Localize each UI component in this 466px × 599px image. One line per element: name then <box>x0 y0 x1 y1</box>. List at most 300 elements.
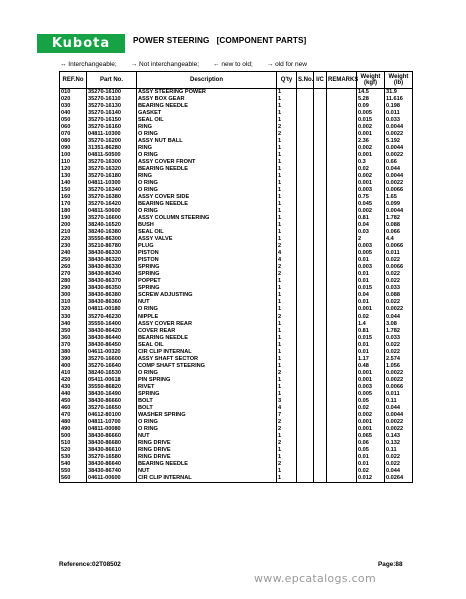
cell-description: O RING <box>137 180 277 187</box>
table-row <box>60 138 413 145</box>
cell-description: BEARING NEEDLE <box>137 166 277 173</box>
cell-part-no: 38240-16520 <box>87 222 137 229</box>
cell-serial-no <box>297 426 314 433</box>
cell-weight-kgf: 0.005 <box>357 391 385 398</box>
cell-ic <box>314 152 327 159</box>
cell-weight-lb: 0.011 <box>385 250 413 257</box>
cell-part-no: 38240-16530 <box>87 370 137 377</box>
cell-description: SPRING <box>137 271 277 278</box>
cell-part-no: 38430-86440 <box>87 335 137 342</box>
cell-weight-lb: 0.0044 <box>385 208 413 215</box>
table-row <box>60 306 413 313</box>
cell-description: BEARING NEEDLE <box>137 201 277 208</box>
cell-description: SCREW ADJUSTING <box>137 292 277 299</box>
cell-description: BEARING NEEDLE <box>137 335 277 342</box>
cell-part-no: 04811-50600 <box>87 208 137 215</box>
cell-part-no: 04811-00080 <box>87 426 137 433</box>
table-row <box>60 145 413 152</box>
cell-weight-kgf: 0.75 <box>357 194 385 201</box>
cell-part-no: 38430-86370 <box>87 278 137 285</box>
cell-ic <box>314 384 327 391</box>
page-title: POWER STEERING [COMPONENT PARTS] <box>133 36 307 45</box>
table-row <box>60 229 413 236</box>
table-row <box>60 222 413 229</box>
cell-remarks <box>327 342 357 349</box>
cell-serial-no <box>297 110 314 117</box>
table-row <box>60 271 413 278</box>
cell-remarks <box>327 475 357 483</box>
cell-remarks <box>327 370 357 377</box>
cell-weight-lb: 0.0044 <box>385 145 413 152</box>
cell-description: PIN SPRING <box>137 377 277 384</box>
cell-description: GASKET <box>137 110 277 117</box>
table-row <box>60 468 413 475</box>
cell-ref-no: 230 <box>60 243 87 250</box>
table-row <box>60 426 413 433</box>
cell-description: PLUG <box>137 243 277 250</box>
cell-qty: 2 <box>277 271 297 278</box>
cell-qty: 1 <box>277 110 297 117</box>
cell-part-no: 38430-86380 <box>87 292 137 299</box>
cell-ref-no: 180 <box>60 208 87 215</box>
cell-ic <box>314 426 327 433</box>
cell-weight-kgf: 0.012 <box>357 475 385 483</box>
cell-part-no: 35270-16340 <box>87 187 137 194</box>
cell-ic <box>314 412 327 419</box>
cell-ic <box>314 377 327 384</box>
table-row <box>60 201 413 208</box>
table-row <box>60 124 413 131</box>
cell-qty: 4 <box>277 405 297 412</box>
cell-weight-kgf: 0.002 <box>357 412 385 419</box>
table-row <box>60 342 413 349</box>
cell-ref-no: 390 <box>60 356 87 363</box>
cell-description: RIVET <box>137 384 277 391</box>
table-row <box>60 292 413 299</box>
cell-description: SEAL OIL <box>137 342 277 349</box>
cell-ref-no: 110 <box>60 159 87 166</box>
cell-serial-no <box>297 475 314 483</box>
cell-qty: 1 <box>277 433 297 440</box>
cell-remarks <box>327 335 357 342</box>
cell-ref-no: 090 <box>60 145 87 152</box>
cell-weight-lb: 0.022 <box>385 271 413 278</box>
cell-ref-no: 510 <box>60 440 87 447</box>
cell-serial-no <box>297 250 314 257</box>
cell-ref-no: 500 <box>60 433 87 440</box>
cell-weight-kgf: 0.003 <box>357 384 385 391</box>
cell-weight-kgf: 1.17 <box>357 356 385 363</box>
cell-weight-kgf: 0.02 <box>357 166 385 173</box>
cell-description: O RING <box>137 426 277 433</box>
cell-qty: 2 <box>277 314 297 321</box>
cell-weight-kgf: 2 <box>357 236 385 243</box>
cell-part-no: 35270-16600 <box>87 215 137 222</box>
cell-weight-kgf: 0.02 <box>357 468 385 475</box>
cell-qty: 1 <box>277 180 297 187</box>
cell-serial-no <box>297 236 314 243</box>
cell-ic <box>314 405 327 412</box>
cell-description: RING DRIVE <box>137 440 277 447</box>
cell-description: NUT <box>137 433 277 440</box>
cell-weight-lb: 0.0044 <box>385 173 413 180</box>
cell-weight-lb: 0.022 <box>385 454 413 461</box>
cell-qty: 2 <box>277 124 297 131</box>
cell-description: ASSY STEERING POWER <box>137 89 277 97</box>
cell-description: O RING <box>137 187 277 194</box>
cell-weight-lb: 31.9 <box>385 89 413 97</box>
cell-ic <box>314 222 327 229</box>
table-row <box>60 299 413 306</box>
cell-weight-kgf: 0.01 <box>357 271 385 278</box>
cell-remarks <box>327 96 357 103</box>
cell-description: O RING <box>137 370 277 377</box>
cell-serial-no <box>297 384 314 391</box>
table-row <box>60 89 413 97</box>
cell-description: BOLT <box>137 405 277 412</box>
cell-qty: 1 <box>277 292 297 299</box>
cell-ic <box>314 250 327 257</box>
cell-ic <box>314 299 327 306</box>
cell-weight-lb: 0.143 <box>385 433 413 440</box>
cell-ref-no: 470 <box>60 412 87 419</box>
cell-weight-kgf: 0.065 <box>357 433 385 440</box>
cell-description: ASSY COVER SIDE <box>137 194 277 201</box>
cell-remarks <box>327 236 357 243</box>
cell-remarks <box>327 468 357 475</box>
col-header-sno: S.No. <box>297 72 314 89</box>
cell-part-no: 38430-86340 <box>87 271 137 278</box>
cell-serial-no <box>297 349 314 356</box>
legend-interchangeable: ↔ Interchangeable; <box>60 61 117 68</box>
cell-weight-lb: 0.033 <box>385 335 413 342</box>
cell-remarks <box>327 349 357 356</box>
cell-serial-no <box>297 180 314 187</box>
cell-ic <box>314 124 327 131</box>
cell-qty: 1 <box>277 328 297 335</box>
table-row <box>60 475 413 483</box>
cell-weight-lb: 1.782 <box>385 215 413 222</box>
cell-qty: 1 <box>277 89 297 97</box>
table-row <box>60 152 413 159</box>
cell-remarks <box>327 89 357 97</box>
table-row <box>60 187 413 194</box>
cell-weight-lb: 11.616 <box>385 96 413 103</box>
cell-remarks <box>327 405 357 412</box>
cell-ic <box>314 461 327 468</box>
cell-weight-kgf: 0.003 <box>357 243 385 250</box>
cell-ref-no: 420 <box>60 377 87 384</box>
cell-ref-no: 260 <box>60 264 87 271</box>
cell-weight-kgf: 0.48 <box>357 363 385 370</box>
cell-part-no: 35270-16100 <box>87 89 137 97</box>
cell-remarks <box>327 363 357 370</box>
cell-ref-no: 400 <box>60 363 87 370</box>
cell-weight-lb: 0.11 <box>385 447 413 454</box>
legend-old-for-new: → old for new <box>266 61 307 68</box>
cell-part-no: 04811-10300 <box>87 131 137 138</box>
cell-weight-kgf: 0.001 <box>357 180 385 187</box>
cell-ref-no: 100 <box>60 152 87 159</box>
table-header-row <box>60 72 413 89</box>
cell-description: O RING <box>137 419 277 426</box>
cell-weight-kgf: 0.02 <box>357 314 385 321</box>
cell-serial-no <box>297 292 314 299</box>
table-row <box>60 419 413 426</box>
cell-remarks <box>327 131 357 138</box>
table-row <box>60 180 413 187</box>
cell-remarks <box>327 166 357 173</box>
cell-weight-kgf: 0.01 <box>357 454 385 461</box>
cell-remarks <box>327 384 357 391</box>
cell-description: ASSY COVER REAR <box>137 321 277 328</box>
cell-ic <box>314 201 327 208</box>
cell-remarks <box>327 314 357 321</box>
cell-weight-kgf: 0.05 <box>357 398 385 405</box>
cell-weight-lb: 0.022 <box>385 299 413 306</box>
cell-remarks <box>327 215 357 222</box>
table-row <box>60 110 413 117</box>
table-row <box>60 391 413 398</box>
table-row <box>60 335 413 342</box>
cell-ic <box>314 229 327 236</box>
cell-ref-no: 530 <box>60 454 87 461</box>
cell-ic <box>314 391 327 398</box>
table-row <box>60 103 413 110</box>
cell-ref-no: 460 <box>60 405 87 412</box>
cell-remarks <box>327 377 357 384</box>
cell-remarks <box>327 124 357 131</box>
col-header-ref: REF.No <box>60 72 87 89</box>
cell-ref-no: 070 <box>60 131 87 138</box>
cell-weight-lb: 0.022 <box>385 461 413 468</box>
cell-ic <box>314 138 327 145</box>
cell-ref-no: 480 <box>60 419 87 426</box>
cell-remarks <box>327 356 357 363</box>
cell-weight-kgf: 0.001 <box>357 377 385 384</box>
cell-ref-no: 540 <box>60 461 87 468</box>
cell-description: O RING <box>137 208 277 215</box>
site-watermark: www.epcatalogs.com <box>254 572 376 585</box>
cell-serial-no <box>297 173 314 180</box>
cell-weight-lb: 0.088 <box>385 292 413 299</box>
cell-part-no: 38430-86680 <box>87 440 137 447</box>
cell-ic <box>314 433 327 440</box>
cell-description: PISTON <box>137 257 277 264</box>
cell-part-no: 35270-16650 <box>87 405 137 412</box>
cell-ref-no: 010 <box>60 89 87 97</box>
cell-remarks <box>327 419 357 426</box>
cell-ref-no: 240 <box>60 250 87 257</box>
cell-weight-kgf: 0.001 <box>357 131 385 138</box>
col-header-weight-lb: Weight (lb) <box>385 72 413 89</box>
cell-remarks <box>327 229 357 236</box>
cell-serial-no <box>297 391 314 398</box>
cell-remarks <box>327 264 357 271</box>
cell-qty: 2 <box>277 370 297 377</box>
cell-qty: 1 <box>277 145 297 152</box>
cell-description: O RING <box>137 131 277 138</box>
cell-serial-no <box>297 117 314 124</box>
cell-description: CIR CLIP INTERNAL <box>137 349 277 356</box>
cell-weight-lb: 0.033 <box>385 285 413 292</box>
cell-ic <box>314 328 327 335</box>
cell-weight-lb: 0.0022 <box>385 370 413 377</box>
cell-weight-kgf: 0.05 <box>357 447 385 454</box>
cell-ref-no: 330 <box>60 314 87 321</box>
cell-weight-lb: 0.022 <box>385 342 413 349</box>
cell-ic <box>314 166 327 173</box>
cell-ic <box>314 194 327 201</box>
cell-part-no: 35270-16300 <box>87 159 137 166</box>
cell-qty: 2 <box>277 131 297 138</box>
cell-serial-no <box>297 370 314 377</box>
cell-weight-lb: 0.0044 <box>385 412 413 419</box>
cell-description: RING <box>137 145 277 152</box>
cell-ref-no: 200 <box>60 222 87 229</box>
cell-ref-no: 450 <box>60 398 87 405</box>
cell-ic <box>314 117 327 124</box>
cell-description: O RING <box>137 152 277 159</box>
cell-ic <box>314 475 327 483</box>
cell-ic <box>314 370 327 377</box>
cell-remarks <box>327 180 357 187</box>
cell-weight-kgf: 0.045 <box>357 201 385 208</box>
cell-ref-no: 160 <box>60 194 87 201</box>
cell-ic <box>314 257 327 264</box>
cell-part-no: 35270-16150 <box>87 117 137 124</box>
cell-serial-no <box>297 215 314 222</box>
cell-ref-no: 030 <box>60 103 87 110</box>
cell-part-no: 35270-16130 <box>87 103 137 110</box>
cell-ic <box>314 187 327 194</box>
cell-serial-no <box>297 278 314 285</box>
cell-qty: 1 <box>277 222 297 229</box>
cell-serial-no <box>297 271 314 278</box>
cell-weight-lb: 0.022 <box>385 349 413 356</box>
table-row <box>60 461 413 468</box>
cell-ref-no: 020 <box>60 96 87 103</box>
cell-weight-lb: 0.044 <box>385 468 413 475</box>
cell-description: SPRING <box>137 285 277 292</box>
cell-description: WASHER SPRING <box>137 412 277 419</box>
cell-weight-kgf: 0.005 <box>357 250 385 257</box>
cell-qty: 1 <box>277 215 297 222</box>
cell-weight-kgf: 0.015 <box>357 117 385 124</box>
cell-qty: 1 <box>277 278 297 285</box>
cell-weight-kgf: 0.015 <box>357 285 385 292</box>
cell-ic <box>314 159 327 166</box>
cell-description: COVER REAR <box>137 328 277 335</box>
cell-part-no: 04612-80100 <box>87 412 137 419</box>
cell-qty: 1 <box>277 117 297 124</box>
cell-serial-no <box>297 342 314 349</box>
cell-weight-lb: 0.066 <box>385 229 413 236</box>
cell-weight-kgf: 0.02 <box>357 405 385 412</box>
cell-description: ASSY COVER FRONT <box>137 159 277 166</box>
cell-serial-no <box>297 461 314 468</box>
cell-qty: 1 <box>277 391 297 398</box>
cell-serial-no <box>297 328 314 335</box>
cell-part-no: 38430-86640 <box>87 461 137 468</box>
cell-weight-kgf: 0.01 <box>357 461 385 468</box>
cell-part-no: 38430-86740 <box>87 468 137 475</box>
col-header-weight-kgf: Weight (kgf) <box>357 72 385 89</box>
cell-part-no: 04611-00600 <box>87 475 137 483</box>
cell-serial-no <box>297 138 314 145</box>
cell-ic <box>314 447 327 454</box>
cell-weight-lb: 0.11 <box>385 398 413 405</box>
cell-remarks <box>327 292 357 299</box>
cell-weight-kgf: 0.01 <box>357 349 385 356</box>
cell-ref-no: 060 <box>60 124 87 131</box>
cell-part-no: 04811-10300 <box>87 180 137 187</box>
cell-ic <box>314 243 327 250</box>
cell-part-no: 38430-86660 <box>87 398 137 405</box>
cell-part-no: 38430-86610 <box>87 447 137 454</box>
cell-ref-no: 280 <box>60 278 87 285</box>
cell-weight-lb: 0.0022 <box>385 306 413 313</box>
cell-ic <box>314 264 327 271</box>
cell-part-no: 38430-86660 <box>87 433 137 440</box>
cell-weight-lb: 5.192 <box>385 138 413 145</box>
cell-serial-no <box>297 145 314 152</box>
cell-qty: 1 <box>277 321 297 328</box>
cell-part-no: 35270-16380 <box>87 194 137 201</box>
cell-weight-kgf: 0.01 <box>357 278 385 285</box>
cell-ref-no: 410 <box>60 370 87 377</box>
cell-remarks <box>327 110 357 117</box>
cell-ic <box>314 89 327 97</box>
cell-description: COMP SHAFT STEERING <box>137 363 277 370</box>
cell-description: PISTON <box>137 250 277 257</box>
table-row <box>60 236 413 243</box>
cell-ic <box>314 103 327 110</box>
cell-ref-no: 550 <box>60 468 87 475</box>
cell-weight-lb: 0.022 <box>385 257 413 264</box>
cell-remarks <box>327 440 357 447</box>
cell-serial-no <box>297 131 314 138</box>
table-row <box>60 328 413 335</box>
table-row <box>60 363 413 370</box>
cell-ref-no: 190 <box>60 215 87 222</box>
cell-serial-no <box>297 159 314 166</box>
cell-qty: 1 <box>277 342 297 349</box>
cell-remarks <box>327 208 357 215</box>
cell-part-no: 35550-86300 <box>87 236 137 243</box>
cell-part-no: 35270-16320 <box>87 166 137 173</box>
cell-weight-lb: 0.033 <box>385 117 413 124</box>
cell-part-no: 38430-86420 <box>87 328 137 335</box>
cell-part-no: 38430-86320 <box>87 257 137 264</box>
cell-weight-kgf: 0.001 <box>357 370 385 377</box>
cell-remarks <box>327 187 357 194</box>
cell-serial-no <box>297 201 314 208</box>
cell-description: NIPPLE <box>137 314 277 321</box>
cell-remarks <box>327 321 357 328</box>
col-header-ic: I/C <box>314 72 327 89</box>
cell-weight-lb: 0.0066 <box>385 384 413 391</box>
cell-part-no: 35270-16110 <box>87 96 137 103</box>
cell-serial-no <box>297 103 314 110</box>
cell-qty: 2 <box>277 426 297 433</box>
cell-weight-kgf: 0.3 <box>357 159 385 166</box>
cell-part-no: 38430-16490 <box>87 391 137 398</box>
cell-ic <box>314 278 327 285</box>
table-row <box>60 250 413 257</box>
cell-ref-no: 300 <box>60 292 87 299</box>
cell-qty: 1 <box>277 229 297 236</box>
